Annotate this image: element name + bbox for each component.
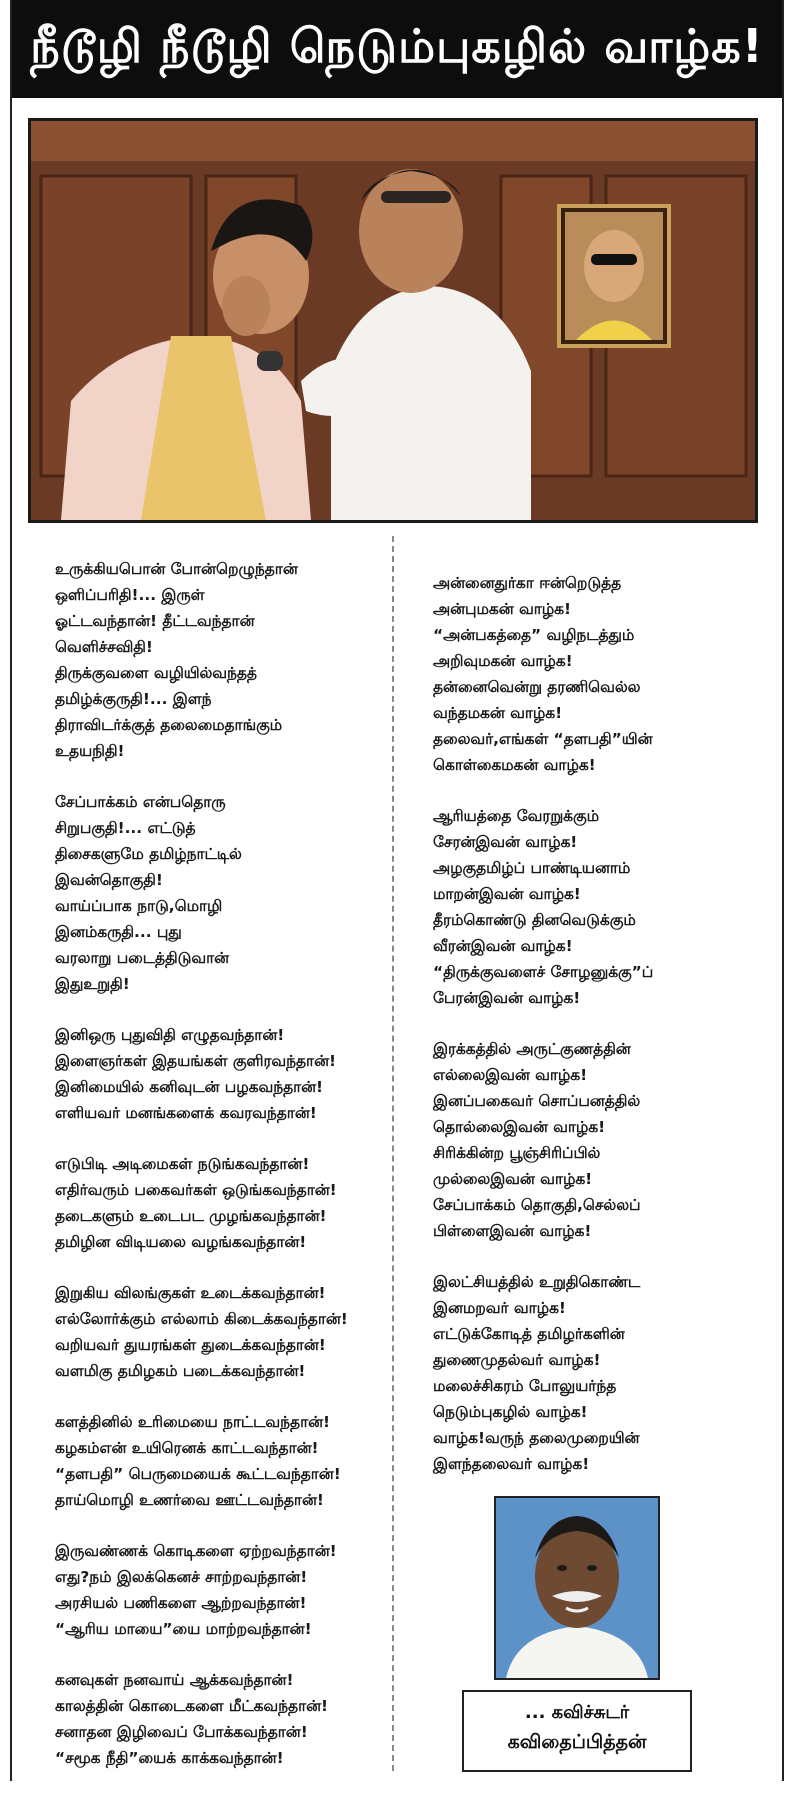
poem-line: தடைகளும் உடைபட முழங்கவந்தான்! [55, 1207, 327, 1225]
stanza [433, 803, 763, 1011]
poem-line: மலைச்சிகரம் போலுயர்ந்த [433, 1377, 617, 1395]
stanza [55, 1667, 385, 1771]
poem-line: எடுபிடி அடிமைகள் நடுங்கவந்தான்! [55, 1155, 310, 1173]
poem-line: இனப்பகைவர் சொப்பனத்தில் [433, 1092, 641, 1110]
poem-line: களத்தினில் உரிமையை நாட்டவந்தான்! [55, 1413, 331, 1431]
poem-line: ஆரியத்தை வேரறுக்கும் [433, 807, 599, 825]
poem-line: அன்புமகன் வாழ்க! [433, 600, 572, 618]
poem-line: உதயநிதி! [55, 742, 125, 760]
stanza [433, 1269, 763, 1477]
poem-line: “அன்பகத்தை” வழிநடத்தும் [433, 626, 635, 644]
poem-line: இனிமையில் கனிவுடன் பழகவந்தான்! [55, 1078, 324, 1096]
poem-line: இரக்கத்தில் அருட்குணத்தின் [433, 1040, 631, 1058]
poem-line: முல்லைஇவன் வாழ்க! [433, 1170, 593, 1188]
stanza [55, 1538, 385, 1642]
poem-line: சேரன்இவன் வாழ்க! [433, 833, 578, 851]
poem-line: சேப்பாக்கம் தொகுதி,செல்லப் [433, 1196, 641, 1214]
poem-line: தலைவர்,எங்கள் “தளபதி”யின் [433, 730, 653, 748]
poem-line: அழகுதமிழ்ப் பாண்டியனாம் [433, 859, 631, 877]
poem-line: உருக்கியபொன் போன்றெழுந்தான் [55, 560, 298, 578]
poet-portrait-illustration [496, 1498, 658, 1678]
poem-line: இறுகிய விலங்குகள் உடைக்கவந்தான்! [55, 1284, 326, 1302]
poem-line: “தளபதி” பெருமையைக் கூட்டவந்தான்! [55, 1465, 341, 1483]
poem-line: கழகம்என் உயிரெனக் காட்டவந்தான்! [55, 1439, 319, 1457]
poem-line: தன்னைவென்று தரணிவெல்ல [433, 678, 641, 696]
poem-line: திசைகளுமே தமிழ்நாட்டில் [55, 845, 242, 863]
poem-line: கொள்கைமகன் வாழ்க! [433, 756, 596, 774]
stanza [433, 570, 763, 778]
main-photo [28, 118, 758, 523]
poem-line: இருவண்ணக் கொடிகளை ஏற்றவந்தான்! [55, 1542, 337, 1560]
poem-line: இனம்கருதி... புது [55, 923, 182, 941]
poem-line: திருக்குவளை வழியில்வந்தத் [55, 664, 257, 682]
poem-line: தொல்லைஇவன் வாழ்க! [433, 1118, 606, 1136]
poet-caption [462, 1690, 692, 1772]
poem-line: எட்டுக்கோடித் தமிழர்களின் [433, 1325, 625, 1343]
poem-line: சனாதன இழிவைப் போக்கவந்தான்! [55, 1723, 308, 1741]
poem-line: இளந்தலைவர் வாழ்க! [433, 1455, 590, 1473]
poem-line: வந்தமகன் வாழ்க! [433, 704, 563, 722]
poem-line: திராவிடர்க்குத் தலைமைதாங்கும் [55, 716, 283, 734]
poem-line: சிறுபகுதி!... எட்டுத் [55, 819, 196, 837]
poem-line: வீரன்இவன் வாழ்க! [433, 937, 573, 955]
poem-line: நெடும்புகழில் வாழ்க! [433, 1403, 588, 1421]
main-photo-illustration [31, 121, 755, 520]
poem-line: ஓட்டவந்தான்! தீட்டவந்தான் [55, 612, 255, 630]
poem-line: எல்லைஇவன் வாழ்க! [433, 1066, 588, 1084]
poem-line: வளமிகு தமிழகம் படைக்கவந்தான்! [55, 1362, 306, 1380]
poem-line: தாய்மொழி உணர்வை ஊட்டவந்தான்! [55, 1491, 324, 1509]
poem-line: இவன்தொகுதி! [55, 871, 163, 889]
poem-line: தமிழ்க்குருதி!... இளந் [55, 690, 212, 708]
poem-line: பிள்ளைஇவன் வாழ்க! [433, 1222, 592, 1240]
stanza [55, 1280, 385, 1384]
poem-line: இதுஉறுதி! [55, 975, 130, 993]
poem-line: அன்னைதுர்கா ஈன்றெடுத்த [433, 574, 622, 592]
poem-line: எதிர்வரும் பகைவர்கள் ஒடுங்கவந்தான்! [55, 1181, 337, 1199]
poem-line: எல்லோர்க்கும் எல்லாம் கிடைக்கவந்தான்! [55, 1310, 348, 1328]
poem-line: இலட்சியத்தில் உறுதிகொண்ட [433, 1273, 641, 1291]
poem-line: துணைமுதல்வர் வாழ்க! [433, 1351, 601, 1369]
stanza [433, 1036, 763, 1244]
poet-name: கவிதைப்பித்தன் [507, 1731, 647, 1753]
poem-line: எளியவர் மனங்களைக் கவரவந்தான்! [55, 1104, 317, 1122]
poem-line: தீரம்கொண்டு தினவெடுக்கும் [433, 911, 636, 929]
headline-bar [12, 0, 782, 98]
poem-line: தமிழின விடியலை வழங்கவந்தான்! [55, 1233, 307, 1251]
poem-line: ஒளிப்பரிதி!... இருள் [55, 586, 205, 604]
poem-line: மாறன்இவன் வாழ்க! [433, 885, 581, 903]
poem-line: வாய்ப்பாக நாடு,மொழி [55, 897, 223, 915]
stanza [55, 1022, 385, 1126]
column-divider [392, 536, 394, 1771]
poem-line: பேரன்இவன் வாழ்க! [433, 989, 581, 1007]
poem-line: சேப்பாக்கம் என்பதொரு [55, 793, 226, 811]
poem-line: அறிவுமகன் வாழ்க! [433, 652, 573, 670]
stanza [55, 556, 385, 764]
poem-line: சிரிக்கின்ற பூஞ்சிரிப்பில் [433, 1144, 601, 1162]
poem-line: இனமறவர் வாழ்க! [433, 1299, 566, 1317]
poem-line: இளைஞர்கள் இதயங்கள் குளிரவந்தான்! [55, 1052, 337, 1070]
poem-line: “சமூக நீதி”யைக் காக்கவந்தான்! [55, 1749, 284, 1767]
poem-line: எது?நம் இலக்கெனச் சாற்றவந்தான்! [55, 1568, 308, 1586]
poet-title: ... கவிச்சுடர் [524, 1702, 630, 1723]
poem-line: வாழ்க!வருந் தலைமுறையின் [433, 1429, 640, 1447]
poem-line: கனவுகள் நனவாய் ஆக்கவந்தான்! [55, 1671, 294, 1689]
poem-line: அரசியல் பணிகளை ஆற்றவந்தான்! [55, 1594, 307, 1612]
poem-right-column [433, 570, 763, 1502]
headline: நீடூழி நீடூழி நெடும்புகழில் வாழ்க! [30, 18, 764, 73]
poem-line: இனிஒரு புதுவிதி எழுதவந்தான்! [55, 1026, 285, 1044]
stanza [55, 1151, 385, 1255]
stanza [55, 1409, 385, 1513]
poet-portrait [494, 1496, 660, 1680]
poem-line: காலத்தின் கொடைகளை மீட்கவந்தான்! [55, 1697, 329, 1715]
poem-line: “ஆரிய மாயை”யை மாற்றவந்தான்! [55, 1620, 312, 1638]
stanza [55, 789, 385, 997]
poem-line: வறியவர் துயரங்கள் துடைக்கவந்தான்! [55, 1336, 326, 1354]
poem-line: வெளிச்சவிதி! [55, 638, 153, 656]
poem-line: வரலாறு படைத்திடுவான் [55, 949, 230, 967]
poem-left-column [55, 556, 385, 1796]
poem-line: “திருக்குவளைச் சோழனுக்கு”ப் [433, 963, 654, 981]
